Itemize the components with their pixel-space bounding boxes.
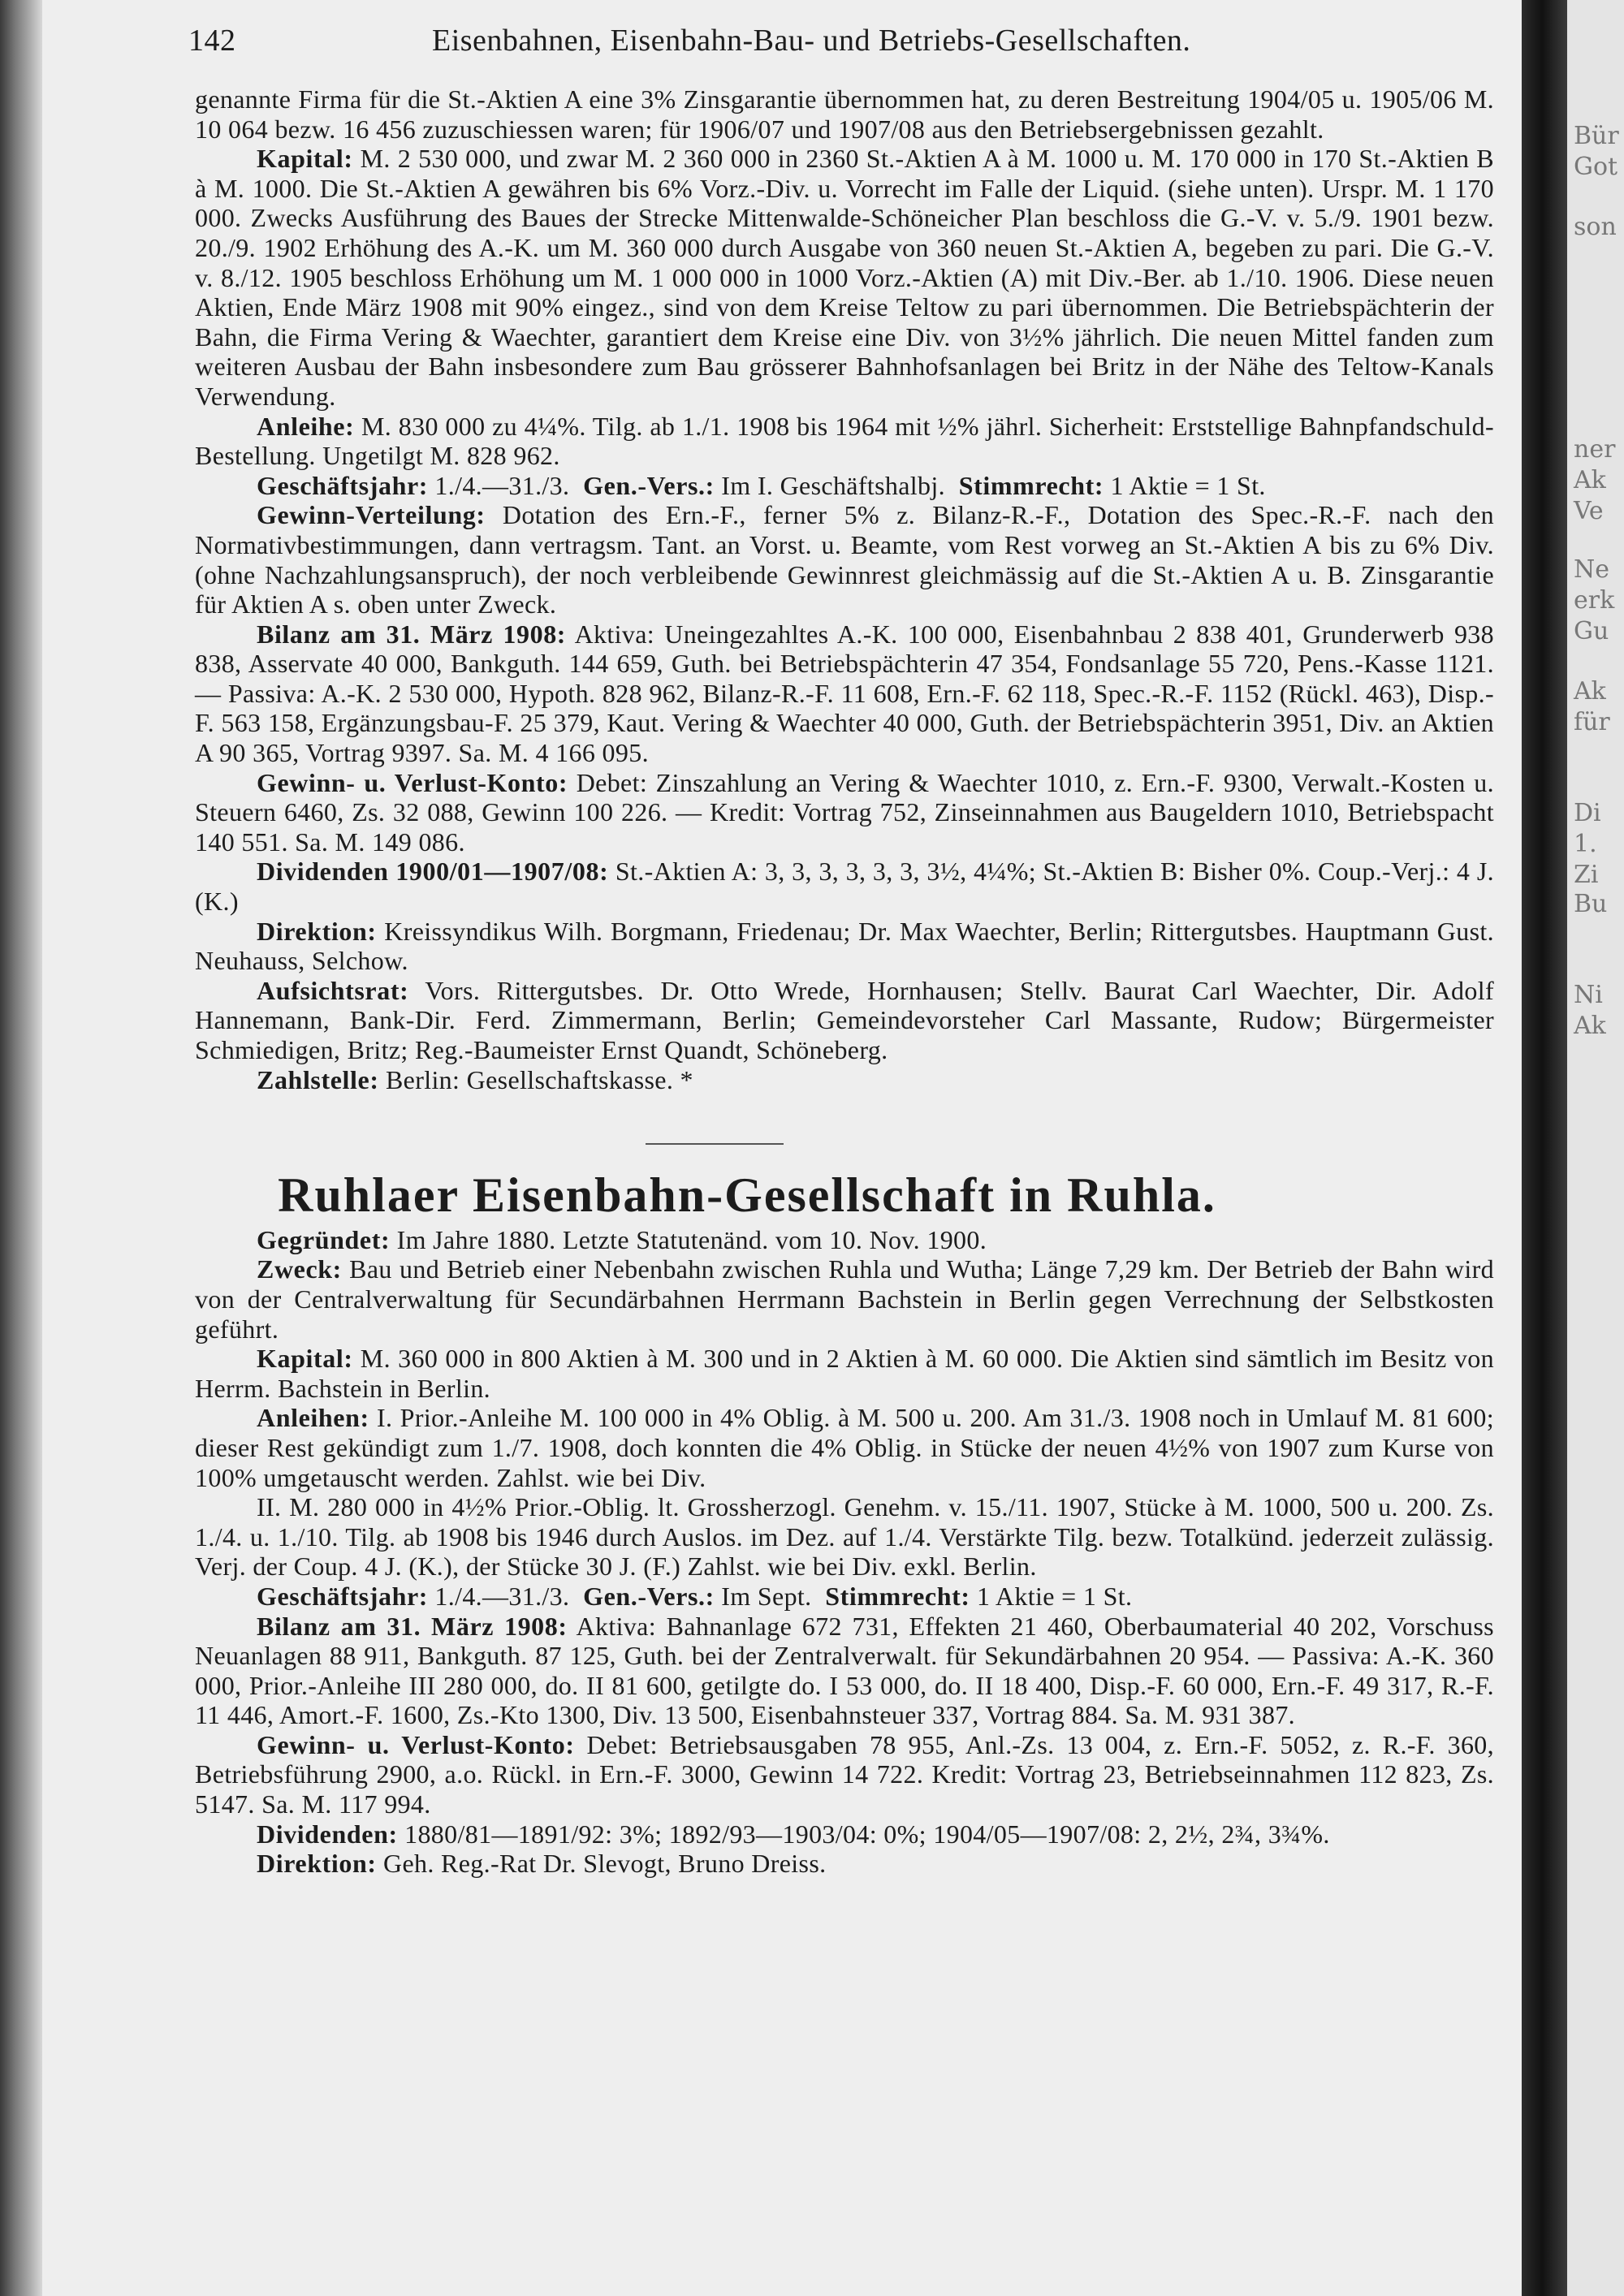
company2-title: Ruhlaer Eisenbahn-Gesellschaft in Ruhla. xyxy=(278,1168,1216,1223)
company1-gewinn-verlust: Gewinn- u. Verlust-Konto: Debet: Zinszahlung an Vering & Waechter 1010, z. Ern.-F. 9300, Verwalt.-Kosten u. Steuern 6460, Zs. 32 088, Gewinn 100 226. — Kredit: Vortrag 752, Zinseinnahmen aus Baugeldern 1010, Betriebspacht 140 551. Sa. M. 149 086. xyxy=(195,767,1494,857)
company1-aufsichtsrat: Aufsichtsrat: Vors. Rittergutsbes. Dr. Otto Wrede, Hornhausen; Stellv. Baurat Carl Waechter, Dir. Adolf Hannemann, Bank-Dir. Ferd. Zimmermann, Berlin; Gemeindevorsteher Carl Massante, Rudow; Bürgermeister Schmiedigen, Britz; Reg.-Baumeister Ernst Quandt, Schöneberg. xyxy=(195,975,1494,1064)
company1-direktion: Direktion: Kreissyndikus Wilh. Borgmann, Friedenau; Dr. Max Waechter, Berlin; Rittergutsbes. Hauptmann Gust. Neuhauss, Selchow. xyxy=(195,916,1494,976)
company2-bilanz: Bilanz am 31. März 1908: Aktiva: Bahnanlage 672 731, Effekten 21 460, Oberbaumaterial 40 202, Vorschuss Neuanlagen 88 911, Bankguth. 87 125, Guth. bei der Zentralverwalt. für Sekundärbahnen 20 954. — Passiva: A.-K. 360 000, Prior.-Anleihe III 280 000, do. II 81 600, getilgte do. I 53 000, do. II 18 400, Disp.-F. 60 000, Ern.-F. 49 317, R.-F. 11 446, Amort.-F. 1600, Zs.-Kto 1300, Div. 13 500, Eisenbahnsteuer 337, Vortrag 884. Sa. M. 931 387. xyxy=(195,1611,1494,1730)
company2-dividenden: Dividenden: 1880/81—1891/92: 3%; 1892/93—1903/04: 0%; 1904/05—1907/08: 2, 2½, 2¾, 3¾%. xyxy=(257,1819,1330,1849)
company2-anleihe-ii: II. M. 280 000 in 4½% Prior.-Oblig. lt. Grossherzogl. Genehm. v. 15./11. 1907, Stücke à M. 1000, 500 u. 200. Zs. 1./4. u. 1./10. Tilg. ab 1908 bis 1946 durch Auslos. im Dez. auf 1./4. Verstärkte Tilg. bezw. Totalkünd. jederzeit zulässig. Verj. der Coup. 4 J. (K.), der Stücke 30 J. (F.) Zahlst. wie bei Div. exkl. Berlin. xyxy=(195,1492,1494,1582)
adjacent-fragment: Ne xyxy=(1574,555,1610,584)
company2-zweck: Zweck: Bau und Betrieb einer Nebenbahn zwischen Ruhla und Wutha; Länge 7,29 km. Der Betrieb der Bahn wird von der Centralverwaltung für Secundärbahnen Herrmann Bachstein in Berlin gegen Verrechnung der Selbstkosten geführt. xyxy=(195,1254,1494,1344)
company2-kapital: Kapital: M. 360 000 in 800 Aktien à M. 300 und in 2 Aktien à M. 60 000. Die Aktien sind sämtlich im Besitz von Herrm. Bachstein in Berlin. xyxy=(195,1344,1494,1403)
company2-geschaeftsjahr: Geschäftsjahr: 1./4.—31./3. Gen.-Vers.: Im Sept. Stimmrecht: 1 Aktie = 1 St. xyxy=(257,1581,1133,1611)
adjacent-fragment: Ak xyxy=(1574,677,1606,706)
adjacent-fragment: 1. xyxy=(1574,830,1597,858)
company1-zahlstelle: Zahlstelle: Berlin: Gesellschaftskasse. * xyxy=(257,1064,693,1094)
adjacent-fragment: son xyxy=(1574,213,1617,241)
company1-gewinn-verteilung: Gewinn-Verteilung: Dotation des Ern.-F., ferner 5% z. Bilanz-R.-F., Dotation des Spec.-R.-F. nach den Normativbestimmungen, dann vertragsm. Tant. an Vorst. u. Beamte, vom Rest vorweg an St.-Aktien A bis zu 6% Div. (ohne Nachzahlungsanspruch), der noch verbleibende Gewinnrest gleichmässig auf die St.-Aktien A u. B. Zinsgarantie für Aktien A s. oben unter Zweck. xyxy=(195,500,1494,619)
company1-kapital: Kapital: M. 2 530 000, und zwar M. 2 360 000 in 2360 St.-Aktien A à M. 1000 u. M. 170 000 in 170 St.-Aktien B à M. 1000. Die St.-Aktien A gewähren bis 6% Vorz.-Div. u. Vorrecht im Falle der Liquid. (siehe unten). Urspr. M. 1 170 000. Zwecks Ausführung des Baues der Strecke Mittenwalde-Schöneicher Plan beschloss die G.-V. v. 5./9. 1901 bezw. 20./9. 1902 Erhöhung des A.-K. um M. 360 000 durch Ausgabe von 360 neuen St.-Aktien A, begeben zu pari. Die G.-V. v. 8./12. 1905 beschloss Erhöhung um M. 1 000 000 in 1000 Vorz.-Aktien (A) mit Div.-Ber. ab 1./10. 1906. Diese neuen Aktien, Ende März 1908 mit 90% eingez., sind von dem Kreise Teltow zu pari übernommen. Die Betriebspächterin der Bahn, die Firma Vering & Waechter, garantiert dem Kreise eine Div. von 3½% jährlich. Die neuen Mittel fanden zum weiteren Ausbau der Bahn insbesondere zum Bau grösserer Bahnhofsanlagen bei Britz in der Nähe des Teltow-Kanals Verwendung. xyxy=(195,144,1495,411)
adjacent-fragment: Ak xyxy=(1574,1012,1606,1040)
adjacent-fragment: Got xyxy=(1574,153,1618,181)
adjacent-fragment: Bür xyxy=(1574,122,1619,150)
company2-anleihen: Anleihen: I. Prior.-Anleihe M. 100 000 in 4% Oblig. à M. 500 u. 200. Am 31./3. 1908 noch in Umlauf M. 81 600; dieser Rest gekündigt zum 1./7. 1908, doch konnten die 4% Oblig. in Stücke der neuen 4½% von 1907 zum Kurse von 100% umgetauscht werden. Zahlst. wie bei Div. xyxy=(195,1403,1494,1492)
book-gutter-left xyxy=(0,0,42,2296)
adjacent-fragment: ner xyxy=(1574,435,1616,464)
adjacent-fragment: Ak xyxy=(1574,466,1606,494)
company1-anleihe: Anleihe: M. 830 000 zu 4¼%. Tilg. ab 1./1. 1908 bis 1964 mit ½% jährl. Sicherheit: Erststellige Bahnpfandschuld-Bestellung. Ungetilgt M. 828 962. xyxy=(195,411,1494,471)
adjacent-page-edge xyxy=(1567,0,1624,2296)
adjacent-fragment: erk xyxy=(1574,586,1615,615)
company2-gewinn-verlust: Gewinn- u. Verlust-Konto: Debet: Betriebsausgaben 78 955, Anl.-Zs. 13 004, z. Ern.-F. 5052, z. R.-F. 360, Betriebsführung 2900, a.o. Rückl. in Ern.-F. 3000, Gewinn 14 722. Kredit: Vortrag 23, Betriebseinnahmen 112 823, Zs. 5147. Sa. M. 117 994. xyxy=(195,1729,1495,1819)
running-header xyxy=(188,23,1520,65)
company2-gegruendet: Gegründet: Im Jahre 1880. Letzte Statutenänd. vom 10. Nov. 1900. xyxy=(257,1224,987,1254)
running-title: Eisenbahnen, Eisenbahn-Bau- und Betriebs-Gesellschaften. xyxy=(432,24,1191,58)
company1-bilanz: Bilanz am 31. März 1908: Aktiva: Uneingezahltes A.-K. 100 000, Eisenbahnbau 2 838 401, Grunderwerb 938 838, Asservate 40 000, Bankguth. 144 659, Guth. bei Betriebspächterin 47 354, Fondsanlage 55 720, Pens.-Kasse 1121. — Passiva: A.-K. 2 530 000, Hypoth. 828 962, Bilanz-R.-F. 11 608, Ern.-F. 62 118, Spec.-R.-F. 1152 (Rückl. 463), Disp.-F. 563 158, Ergänzungsbau-F. 25 379, Kaut. Vering & Waechter 40 000, Guth. der Betriebspächterin 3951, Div. an Aktien A 90 365, Vortrag 9397. Sa. M. 4 166 095. xyxy=(195,619,1495,768)
company1-intro: genannte Firma für die St.-Aktien A eine 3% Zinsgarantie übernommen hat, zu deren Bestreitung 1904/05 u. 1905/06 M. 10 064 bezw. 16 456 zuzuschiessen waren; für 1906/07 und 1907/08 aus den Betriebsergebnissen gezahlt. xyxy=(195,84,1494,144)
page-body xyxy=(195,84,1494,1879)
company1-geschaeftsjahr: Geschäftsjahr: 1./4.—31./3. Gen.-Vers.: Im I. Geschäftshalbj. Stimmrecht: 1 Aktie = 1 St. xyxy=(257,470,1266,500)
adjacent-fragment: für xyxy=(1574,708,1610,736)
adjacent-fragment: Di xyxy=(1574,799,1601,827)
section-divider xyxy=(646,1143,784,1145)
adjacent-fragment: Zi xyxy=(1574,861,1599,889)
adjacent-fragment: Gu xyxy=(1574,617,1609,645)
adjacent-fragment: Bu xyxy=(1574,890,1608,918)
page-number: 142 xyxy=(188,24,236,58)
company1-dividenden: Dividenden 1900/01—1907/08: St.-Aktien A: 3, 3, 3, 3, 3, 3, 3½, 4¼%; St.-Aktien B: Bisher 0%. Coup.-Verj.: 4 J. (K.) xyxy=(195,857,1494,917)
adjacent-fragment: Ni xyxy=(1574,981,1603,1009)
company2-direktion: Direktion: Geh. Reg.-Rat Dr. Slevogt, Bruno Dreiss. xyxy=(257,1849,827,1879)
adjacent-fragment: Ve xyxy=(1574,497,1604,525)
book-spine xyxy=(1522,0,1567,2296)
